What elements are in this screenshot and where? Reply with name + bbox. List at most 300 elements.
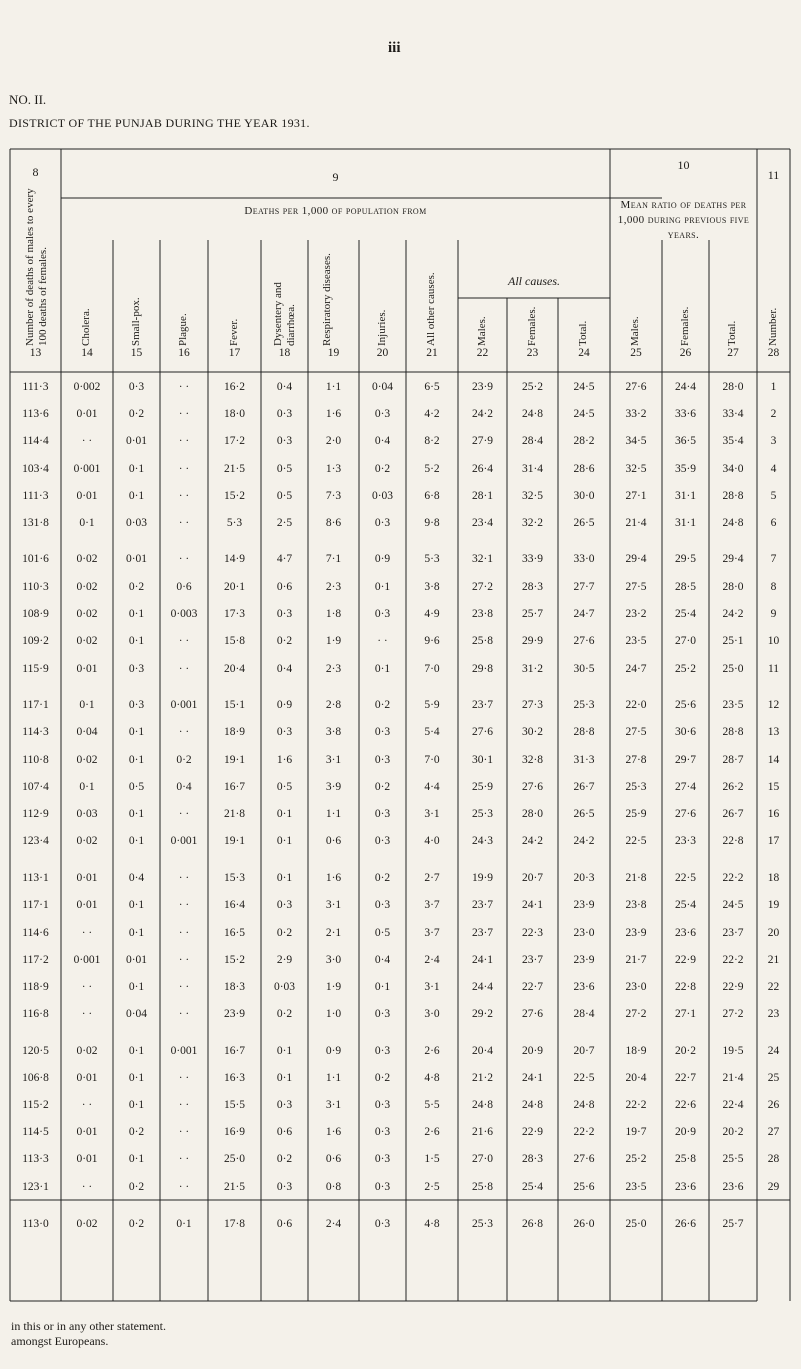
table-cell: 19·9	[471, 872, 494, 884]
table-cell: 0·1	[128, 899, 145, 911]
table-cell: 26·2	[722, 781, 744, 793]
table-cell: 25·6	[674, 699, 697, 711]
table-cell: 0·02	[76, 581, 98, 593]
table-cell: 24·1	[471, 954, 494, 966]
table-cell: 25·8	[471, 1181, 494, 1193]
table-cell: 22·5	[674, 872, 697, 884]
table-cell: 3·7	[424, 899, 440, 911]
table-cell: · ·	[178, 1008, 190, 1020]
table-cell: 20·4	[471, 1045, 494, 1057]
table-cell: 24·4	[471, 981, 494, 993]
column-number: 25	[630, 347, 642, 359]
table-cell: · ·	[178, 490, 190, 502]
table-cell: 0·2	[276, 1153, 293, 1165]
column-group-number: 9	[332, 170, 339, 184]
table-cell: · ·	[178, 872, 190, 884]
table-cell: 16·2	[223, 381, 246, 393]
table-cell: 27·5	[625, 581, 647, 593]
total-cell: 0·2	[128, 1218, 145, 1230]
column-number: 23	[526, 347, 539, 359]
table-cell: 2·5	[276, 517, 293, 529]
table-cell: 20·1	[223, 581, 246, 593]
column-header: Dysentery and diarrhœa.	[271, 282, 297, 346]
table-cell: 31·4	[521, 463, 544, 475]
table-cell: 1·6	[325, 1126, 342, 1138]
table-cell: 0·01	[76, 1072, 98, 1084]
table-cell: 24·8	[521, 408, 544, 420]
table-cell: 0·3	[276, 1099, 293, 1111]
table-cell: 7	[770, 553, 777, 565]
table-cell: 19·1	[223, 835, 246, 847]
column-header: Injuries.	[375, 309, 388, 346]
table-cell: 0·2	[374, 699, 391, 711]
table-cell: 14·9	[223, 553, 246, 565]
column-number: 16	[178, 347, 190, 359]
table-cell: 23·0	[625, 981, 647, 993]
table-cell: 5·9	[424, 699, 440, 711]
table-cell: 27·9	[471, 435, 494, 447]
table-cell: 27·6	[521, 781, 544, 793]
table-cell: · ·	[178, 517, 190, 529]
total-cell: 25·0	[625, 1218, 647, 1230]
table-cell: 0·2	[374, 1072, 391, 1084]
table-cell: 25·6	[573, 1181, 595, 1193]
total-cell: 0·02	[76, 1218, 98, 1230]
table-cell: 20	[767, 927, 780, 939]
table-cell: 1·1	[325, 808, 342, 820]
table-cell: 0·1	[276, 808, 293, 820]
table-cell: 3·1	[325, 899, 342, 911]
table-cell: 22·5	[625, 835, 647, 847]
table-cell: 110·3	[22, 581, 49, 593]
column-number: 21	[426, 347, 438, 359]
table-cell: 0·1	[128, 808, 145, 820]
table-cell: 0·2	[128, 581, 145, 593]
table-cell: 23	[767, 1008, 780, 1020]
table-cell: 2·0	[325, 435, 342, 447]
table-cell: 114·3	[22, 726, 49, 738]
table-cell: 14	[767, 754, 780, 766]
table-cell: 28·8	[573, 726, 595, 738]
table-cell: 22	[767, 981, 780, 993]
table-cell: 1·6	[325, 872, 342, 884]
table-cell: 22·7	[674, 1072, 697, 1084]
table-cell: 28·3	[521, 1153, 544, 1165]
table-cell: 20·7	[573, 1045, 595, 1057]
table-cell: 31·2	[521, 663, 544, 675]
table-cell: 23·9	[573, 899, 595, 911]
table-cell: 20·4	[625, 1072, 647, 1084]
table-cell: 15·2	[223, 954, 246, 966]
table-cell: 25	[767, 1072, 780, 1084]
table-cell: 2·8	[325, 699, 342, 711]
table-cell: 1·9	[325, 635, 342, 647]
table-cell: 4	[770, 463, 777, 475]
table-cell: 27·6	[573, 1153, 595, 1165]
table-cell: 25·4	[521, 1181, 544, 1193]
table-cell: 120·5	[22, 1045, 49, 1057]
column-header: Males.	[629, 316, 641, 346]
table-cell: 0·01	[125, 954, 148, 966]
table-cell: 2·7	[424, 872, 440, 884]
table-cell: 0·3	[374, 1008, 391, 1020]
table-cell: 31·3	[573, 754, 595, 766]
table-cell: 0·3	[374, 1153, 391, 1165]
table-cell: 4·9	[424, 608, 440, 620]
table-cell: 29·5	[674, 553, 697, 565]
table-cell: 28·0	[722, 581, 744, 593]
table-cell: · ·	[178, 663, 190, 675]
table-cell: 22·2	[722, 872, 744, 884]
table-cell: 20·2	[722, 1126, 744, 1138]
table-cell: 16·4	[223, 899, 246, 911]
table-cell: 5·3	[424, 553, 440, 565]
table-cell: 15·8	[223, 635, 246, 647]
total-cell: 0·1	[176, 1218, 192, 1230]
table-cell: 24·8	[521, 1099, 544, 1111]
table-cell: 27·1	[674, 1008, 697, 1020]
table-cell: 16·3	[223, 1072, 246, 1084]
table-cell: 0·1	[128, 1153, 145, 1165]
table-cell: 3·7	[424, 927, 440, 939]
table-cell: 24·8	[573, 1099, 595, 1111]
total-cell: 2·4	[325, 1218, 342, 1230]
table-cell: 0·3	[374, 408, 391, 420]
table-cell: 0·4	[176, 781, 192, 793]
table-cell: 15·2	[223, 490, 246, 502]
table-cell: 0·6	[276, 1126, 293, 1138]
table-cell: 118·9	[22, 981, 49, 993]
table-cell: 3·9	[325, 781, 342, 793]
table-cell: 109·2	[22, 635, 49, 647]
table-cell: 24·4	[674, 381, 697, 393]
table-cell: 25·5	[722, 1153, 744, 1165]
table-cell: 25·3	[471, 808, 494, 820]
table-cell: 0·3	[374, 1126, 391, 1138]
table-cell: 23·7	[521, 954, 544, 966]
all-causes-caption: All causes.	[508, 274, 560, 288]
total-cell: 25·3	[471, 1218, 494, 1230]
table-cell: 0·1	[128, 490, 145, 502]
table-cell: 15·5	[223, 1099, 246, 1111]
table-cell: · ·	[178, 808, 190, 820]
table-cell: 22·2	[625, 1099, 647, 1111]
table-cell: 1·3	[325, 463, 342, 475]
table-cell: 12	[767, 699, 780, 711]
table-cell: 17	[767, 835, 780, 847]
table-cell: 27·2	[625, 1008, 647, 1020]
table-cell: 27·6	[471, 726, 494, 738]
table-cell: 20·3	[573, 872, 595, 884]
table-cell: 19	[767, 899, 780, 911]
table-cell: 7·3	[325, 490, 342, 502]
table-cell: 4·8	[424, 1072, 440, 1084]
table-cell: 0·01	[76, 408, 98, 420]
table-cell: · ·	[178, 981, 190, 993]
table-cell: · ·	[81, 1099, 93, 1111]
table-cell: 29·4	[625, 553, 647, 565]
table-cell: 32·2	[521, 517, 544, 529]
table-cell: 21·8	[223, 808, 246, 820]
table-cell: 0·9	[325, 1045, 342, 1057]
table-cell: 115·2	[22, 1099, 49, 1111]
table-cell: 0·02	[76, 635, 98, 647]
table-cell: 22·8	[674, 981, 697, 993]
table-cell: 0·5	[128, 781, 145, 793]
table-cell: 0·2	[128, 1181, 145, 1193]
table-cell: 0·1	[276, 872, 293, 884]
total-cell: 26·0	[573, 1218, 595, 1230]
table-cell: 0·3	[276, 899, 293, 911]
table-cell: 0·1	[128, 981, 145, 993]
table-cell: 6·8	[424, 490, 440, 502]
table-cell: 4·2	[424, 408, 440, 420]
table-cell: 131·8	[22, 517, 49, 529]
table-cell: 21	[767, 954, 780, 966]
table-cell: 27·4	[674, 781, 697, 793]
table-cell: 15	[767, 781, 780, 793]
table-cell: · ·	[178, 1126, 190, 1138]
table-cell: 19·5	[722, 1045, 744, 1057]
table-cell: 31·1	[674, 517, 697, 529]
footnote-line-1: in this or in any other statement.	[11, 1319, 166, 1333]
total-cell: 0·3	[374, 1218, 391, 1230]
table-cell: 26·5	[573, 808, 595, 820]
table-cell: 0·04	[125, 1008, 148, 1020]
table-cell: · ·	[178, 463, 190, 475]
table-cell: 31·1	[674, 490, 697, 502]
column-header: Cholera.	[80, 308, 92, 346]
table-cell: 5·2	[424, 463, 440, 475]
total-cell: 0·6	[276, 1218, 293, 1230]
column-header: Number.	[766, 307, 779, 346]
table-cell: 7·0	[424, 754, 440, 766]
table-cell: 101·6	[22, 553, 49, 565]
table-cell: 28·7	[722, 754, 744, 766]
table-cell: 0·3	[128, 663, 145, 675]
table-cell: 26·4	[471, 463, 494, 475]
table-cell: 22·0	[625, 699, 647, 711]
total-cell: 26·6	[674, 1218, 697, 1230]
table-cell: 27·6	[674, 808, 697, 820]
table-cell: 25·3	[573, 699, 595, 711]
table-cell: 0·01	[76, 899, 98, 911]
table-cell: 20·9	[674, 1126, 697, 1138]
table-cell: 20·4	[223, 663, 246, 675]
table-cell: 21·5	[223, 463, 246, 475]
table-cell: 5·5	[424, 1099, 440, 1111]
table-cell: 27·3	[521, 699, 544, 711]
table-cell: 22·2	[722, 954, 744, 966]
table-cell: 103·4	[22, 463, 49, 475]
table-cell: 27·6	[625, 381, 647, 393]
table-cell: 0·2	[128, 408, 145, 420]
column-header: Females.	[678, 306, 691, 346]
table-cell: 0·1	[128, 726, 145, 738]
table-cell: 18·9	[625, 1045, 647, 1057]
table-cell: 11	[767, 663, 780, 675]
table-cell: 3·1	[424, 808, 440, 820]
column-header: Females.	[525, 306, 538, 346]
table-cell: 0·01	[125, 435, 148, 447]
table-cell: 0·3	[128, 699, 145, 711]
table-cell: 28·3	[521, 581, 544, 593]
table-cell: 107·4	[22, 781, 49, 793]
table-cell: 19·7	[625, 1126, 647, 1138]
table-cell: 3·0	[325, 954, 342, 966]
table-cell: 0·4	[374, 954, 391, 966]
table-cell: 8·6	[325, 517, 342, 529]
table-cell: 0·001	[170, 1045, 198, 1057]
table-cell: 28·4	[521, 435, 544, 447]
table-cell: 0·1	[128, 754, 145, 766]
table-cell: 7·1	[325, 553, 342, 565]
column-header: Fever.	[227, 318, 240, 346]
table-cell: 29·7	[674, 754, 697, 766]
table-cell: 0·1	[128, 608, 145, 620]
table-cell: 25·3	[625, 781, 647, 793]
table-cell: 20·9	[521, 1045, 544, 1057]
table-cell: 2·1	[325, 927, 342, 939]
table-cell: 24·7	[573, 608, 595, 620]
table-cell: 110·8	[22, 754, 49, 766]
table-cell: 6·5	[424, 381, 440, 393]
table-cell: 33·2	[625, 408, 647, 420]
table-cell: 0·02	[76, 608, 98, 620]
column-header: Small-pox.	[129, 297, 142, 346]
table-cell: 2·9	[276, 954, 293, 966]
table-cell: 3·8	[424, 581, 440, 593]
table-cell: 1·9	[325, 981, 342, 993]
table-cell: 24·1	[521, 1072, 544, 1084]
table-cell: 23·6	[573, 981, 595, 993]
table-cell: 32·1	[471, 553, 494, 565]
table-cell: 3·8	[325, 726, 342, 738]
table-cell: 23·5	[625, 635, 647, 647]
table-cell: 24·8	[722, 517, 744, 529]
table-cell: 0·2	[374, 781, 391, 793]
table-cell: 24·5	[722, 899, 744, 911]
table-cell: 16·7	[223, 781, 246, 793]
table-cell: · ·	[178, 726, 190, 738]
table-cell: 7·0	[424, 663, 440, 675]
table-cell: 21·6	[471, 1126, 494, 1138]
table-cell: 23·5	[722, 699, 744, 711]
column-number: 17	[228, 347, 241, 359]
table-cell: · ·	[81, 1008, 93, 1020]
table-cell: 21·5	[223, 1181, 246, 1193]
table-cell: 32·5	[521, 490, 544, 502]
table-cell: 0·02	[76, 835, 98, 847]
table-cell: 32·5	[625, 463, 647, 475]
table-cell: 114·4	[22, 435, 49, 447]
table-cell: 0·003	[170, 608, 198, 620]
table-cell: 23·0	[573, 927, 595, 939]
table-cell: · ·	[81, 981, 93, 993]
table-cell: 22·9	[521, 1126, 544, 1138]
table-cell: 2·5	[424, 1181, 440, 1193]
table-cell: 22·2	[573, 1126, 595, 1138]
table-cell: · ·	[178, 927, 190, 939]
table-cell: 0·3	[374, 1099, 391, 1111]
table-cell: 24·2	[471, 408, 494, 420]
table-cell: 0·001	[170, 835, 198, 847]
table-cell: 24·3	[471, 835, 494, 847]
table-cell: 0·1	[128, 463, 145, 475]
table-cell: 21·2	[471, 1072, 494, 1084]
table-cell: 108·9	[22, 608, 49, 620]
table-cell: 0·3	[374, 608, 391, 620]
table-cell: 0·9	[276, 699, 293, 711]
table-cell: 1	[770, 381, 777, 393]
table-cell: 27·0	[674, 635, 697, 647]
table-cell: 116·8	[22, 1008, 49, 1020]
table-cell: 20·2	[674, 1045, 697, 1057]
table-cell: 13	[767, 726, 780, 738]
table-cell: 0·2	[176, 754, 192, 766]
table-cell: 30·1	[471, 754, 494, 766]
table-cell: 6	[770, 517, 777, 529]
total-cell: 4·8	[424, 1218, 440, 1230]
table-cell: 27·0	[471, 1153, 494, 1165]
table-cell: 0·03	[76, 808, 98, 820]
table-cell: 24·2	[573, 835, 595, 847]
page-title: DISTRICT OF THE PUNJAB DURING THE YEAR 1931.	[9, 116, 310, 130]
table-cell: 4·7	[276, 553, 293, 565]
table-cell: 24·5	[573, 408, 595, 420]
table-cell: 23·7	[722, 927, 744, 939]
table-cell: 0·1	[128, 835, 145, 847]
table-cell: 0·1	[374, 581, 391, 593]
table-cell: 23·6	[674, 1181, 697, 1193]
page-number: iii	[388, 40, 401, 56]
table-cell: 29·4	[722, 553, 744, 565]
table-cell: 123·4	[22, 835, 49, 847]
table-cell: 33·4	[722, 408, 744, 420]
table-cell: · ·	[81, 927, 93, 939]
table-cell: · ·	[178, 553, 190, 565]
table-cell: 23·9	[573, 954, 595, 966]
table-cell: 0·02	[76, 553, 98, 565]
table-cell: 30·2	[521, 726, 544, 738]
table-cell: 33·6	[674, 408, 697, 420]
table-cell: 24·5	[573, 381, 595, 393]
table-cell: 23·8	[625, 899, 647, 911]
table-cell: 28·5	[674, 581, 697, 593]
total-cell: 17·8	[223, 1218, 246, 1230]
table-cell: 28·0	[521, 808, 544, 820]
table-cell: 29	[767, 1181, 780, 1193]
table-cell: 30·5	[573, 663, 595, 675]
table-cell: 18·9	[223, 726, 246, 738]
statement-number: NO. II.	[9, 92, 47, 107]
table-cell: 22·5	[573, 1072, 595, 1084]
table-cell: 27·5	[625, 726, 647, 738]
column-number: 20	[376, 347, 389, 359]
table-cell: · ·	[178, 408, 190, 420]
table-cell: 15·1	[223, 699, 246, 711]
table-cell: 32·8	[521, 754, 544, 766]
table-cell: 5	[770, 490, 777, 502]
table-cell: 33·0	[573, 553, 595, 565]
table-cell: · ·	[81, 435, 93, 447]
table-cell: 29·9	[521, 635, 544, 647]
table-cell: 8	[770, 581, 777, 593]
table-cell: 2·6	[424, 1126, 440, 1138]
table-cell: 3·1	[424, 981, 440, 993]
table-cell: 30·6	[674, 726, 697, 738]
table-cell: 23·4	[471, 517, 494, 529]
